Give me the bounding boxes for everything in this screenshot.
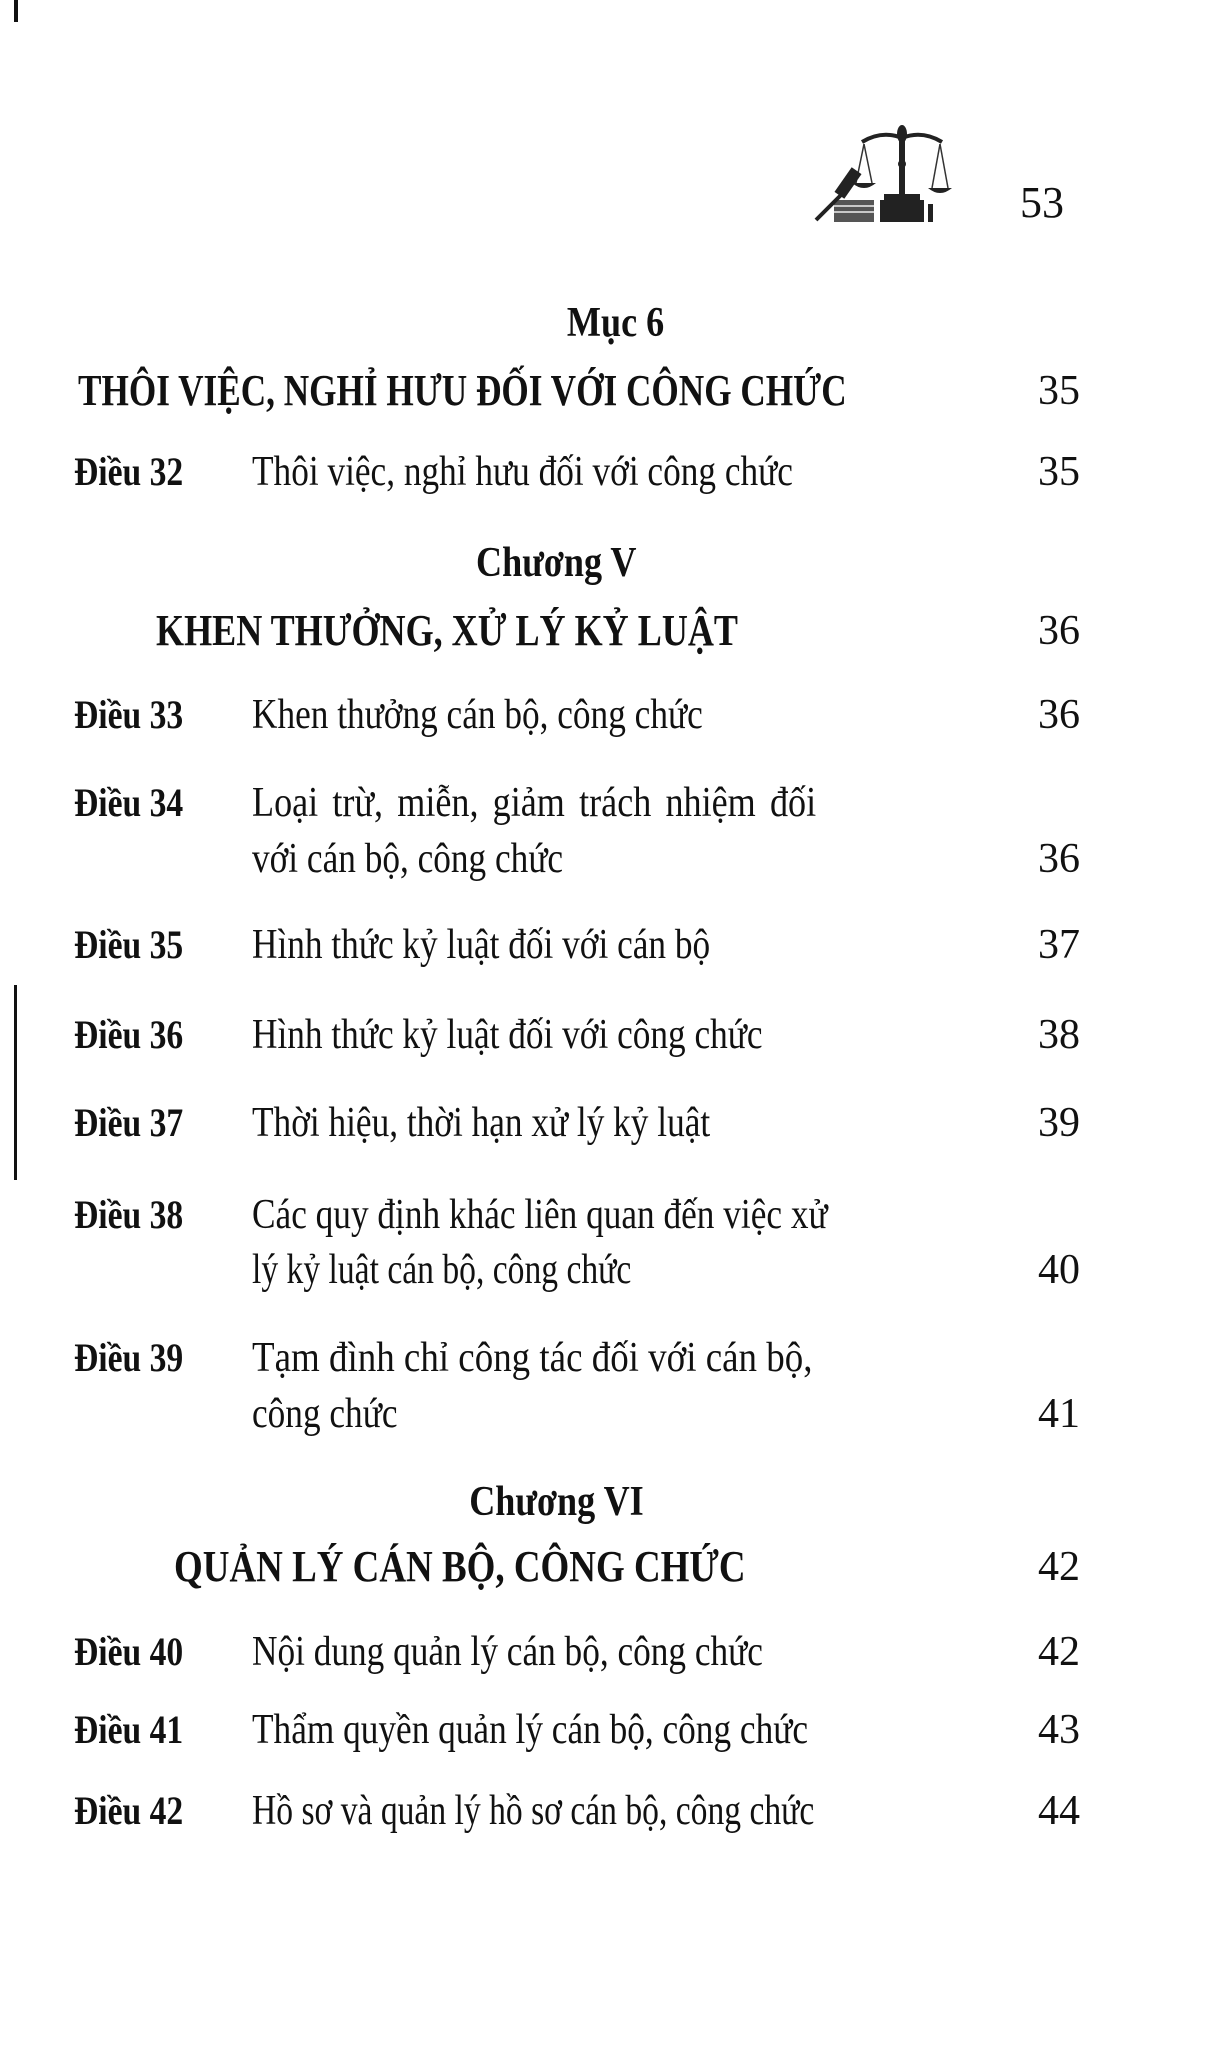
page-ref: 42 [1038, 1544, 1080, 1590]
chapter-title-vi: Chương VI [468, 1479, 644, 1525]
article-title: Thôi việc, nghỉ hưu đối với công chức [252, 449, 793, 495]
article-label: Điều 42 [74, 1788, 184, 1833]
article-label: Điều 32 [74, 449, 184, 494]
article-label: Điều 41 [74, 1707, 184, 1752]
scan-edge-mark [14, 0, 18, 22]
article-label: Điều 38 [74, 1192, 184, 1237]
page-ref: 37 [1038, 922, 1080, 968]
page-ref: 36 [1038, 692, 1080, 738]
chapter-title-v: Chương V [475, 540, 637, 586]
page-ref: 35 [1038, 449, 1080, 495]
article-title: Hồ sơ và quản lý hồ sơ cán bộ, công chức [252, 1788, 815, 1834]
article-title-continued: với cán bộ, công chức [252, 836, 564, 882]
article-label: Điều 35 [74, 922, 184, 967]
margin-bar [14, 985, 17, 1180]
article-label: Điều 40 [74, 1629, 184, 1674]
article-title: Thẩm quyền quản lý cán bộ, công chức [252, 1707, 808, 1753]
page-ref: 35 [1038, 368, 1080, 414]
section-heading-thoi-viec: THÔI VIỆC, NGHỈ HƯU ĐỐI VỚI CÔNG CHỨC [78, 366, 847, 415]
article-title: Các quy định khác liên quan đến việc xử [252, 1192, 828, 1238]
page-ref: 39 [1038, 1100, 1080, 1146]
article-title: Hình thức kỷ luật đối với cán bộ [252, 922, 711, 968]
article-title: Tạm đình chỉ công tác đối với cán bộ, [252, 1335, 813, 1381]
article-title: Hình thức kỷ luật đối với công chức [252, 1012, 763, 1058]
page-ref: 44 [1038, 1788, 1080, 1834]
chapter-heading-khen-thuong: KHEN THƯỞNG, XỬ LÝ KỶ LUẬT [156, 606, 739, 655]
page-ref: 41 [1038, 1391, 1080, 1437]
article-title: Loại trừ, miễn, giảm trách nhiệm đối [252, 780, 817, 826]
page-number: 53 [1020, 178, 1064, 227]
article-label: Điều 36 [74, 1012, 184, 1057]
article-label: Điều 39 [74, 1335, 184, 1380]
article-label: Điều 37 [74, 1100, 184, 1145]
page-ref: 43 [1038, 1707, 1080, 1753]
section-title-muc-6: Mục 6 [567, 300, 665, 346]
article-title-continued: lý kỷ luật cán bộ, công chức [252, 1247, 632, 1293]
page-ref: 40 [1038, 1247, 1080, 1293]
article-title-continued: công chức [252, 1391, 398, 1437]
article-title: Khen thưởng cán bộ, công chức [252, 692, 703, 738]
article-label: Điều 34 [74, 780, 184, 825]
page-ref: 36 [1038, 836, 1080, 882]
article-title: Thời hiệu, thời hạn xử lý kỷ luật [252, 1100, 711, 1146]
scales-of-justice-gavel-icon [812, 108, 992, 224]
article-title: Nội dung quản lý cán bộ, công chức [252, 1629, 763, 1675]
chapter-heading-quan-ly: QUẢN LÝ CÁN BỘ, CÔNG CHỨC [174, 1542, 746, 1591]
page-ref: 38 [1038, 1012, 1080, 1058]
page-ref: 42 [1038, 1629, 1080, 1675]
article-label: Điều 33 [74, 692, 184, 737]
page-ref: 36 [1038, 608, 1080, 654]
